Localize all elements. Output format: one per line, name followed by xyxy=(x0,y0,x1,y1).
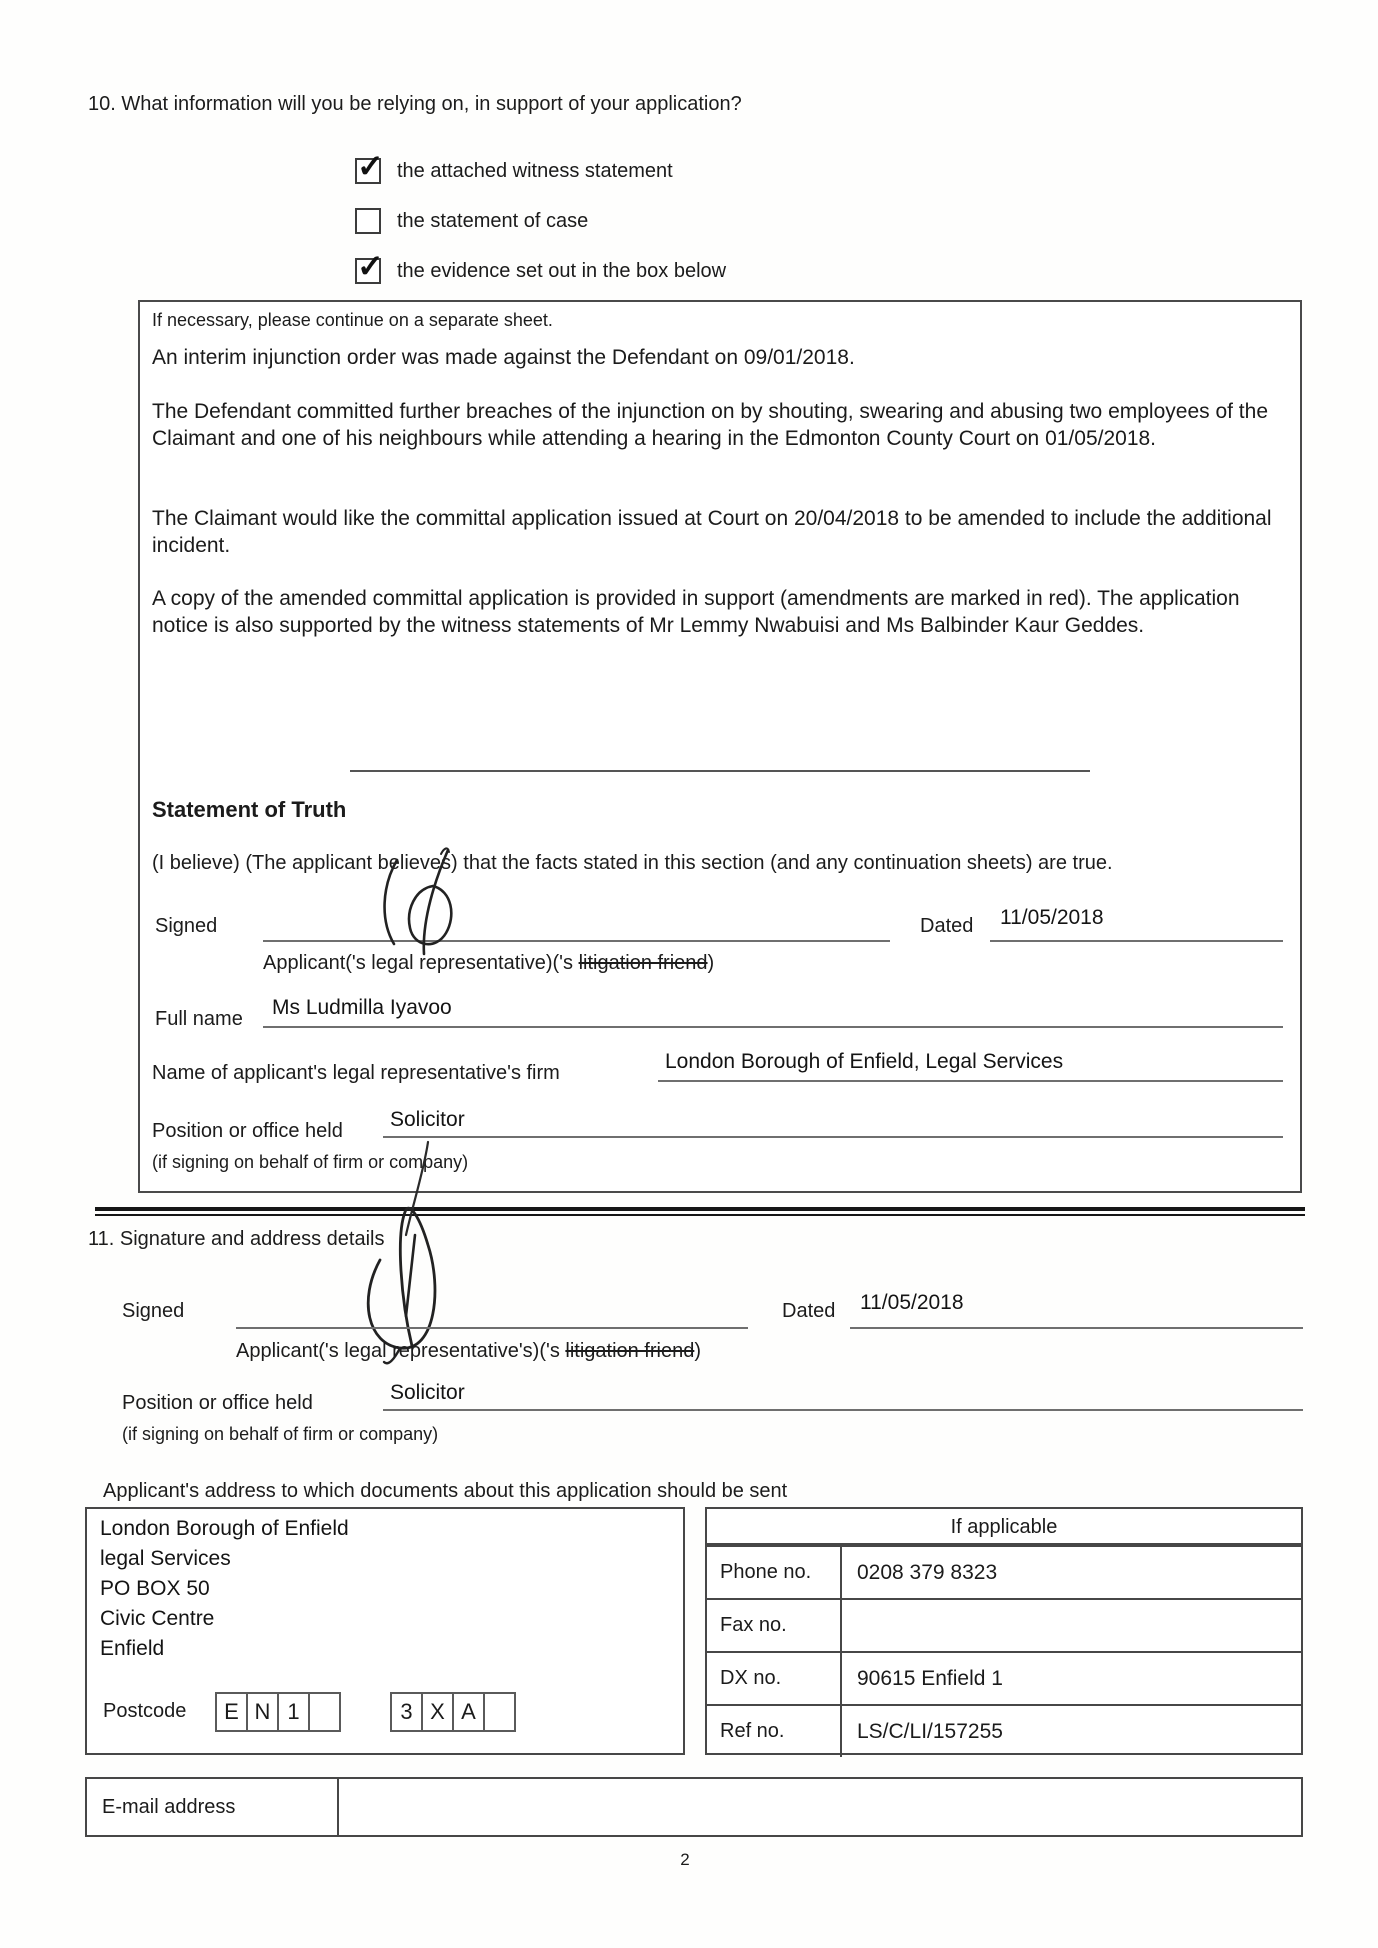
dated-field-line xyxy=(850,1327,1303,1329)
dated-value[interactable]: 11/05/2018 xyxy=(860,1291,964,1314)
dx-value[interactable]: 90615 Enfield 1 xyxy=(857,1667,1003,1690)
firm-value[interactable]: London Borough of Enfield, Legal Services xyxy=(665,1050,1064,1073)
postcode-cell[interactable]: E xyxy=(215,1692,248,1732)
position-note: (if signing on behalf of firm or company) xyxy=(152,1152,469,1172)
full-name-field-line xyxy=(263,1026,1283,1028)
statement-of-truth-heading: Statement of Truth xyxy=(152,797,347,822)
struck-litigation-friend: litigation friend xyxy=(565,1340,695,1362)
position-note: (if signing on behalf of firm or company) xyxy=(122,1424,439,1444)
struck-litigation-friend: litigation friend xyxy=(578,952,708,974)
address-line: Enfield xyxy=(100,1637,165,1660)
evidence-paragraph: The Claimant would like the committal application issued at Court on 20/04/2018 to be amended to include the additional incident. xyxy=(152,507,1272,557)
truth-declaration: (I believe) (The applicant believes) that the facts stated in this section (and any continuation sheets) are true. xyxy=(152,852,1113,874)
section-rule xyxy=(95,1207,1305,1216)
checkbox-witness-statement[interactable] xyxy=(355,148,384,184)
firm-label: Name of applicant's legal representative's firm xyxy=(152,1062,560,1084)
position-value[interactable]: Solicitor xyxy=(390,1381,465,1404)
dx-label: DX no. xyxy=(707,1653,842,1704)
address-line: PO BOX 50 xyxy=(100,1577,210,1600)
signer-caption: Applicant('s legal representative)('s litigation friend) xyxy=(263,952,715,974)
postcode-cell[interactable]: 3 xyxy=(390,1692,423,1732)
section11-title: 11. Signature and address details xyxy=(88,1228,385,1250)
postcode-label: Postcode xyxy=(103,1700,187,1722)
email-label: E-mail address xyxy=(87,1779,339,1835)
table-row xyxy=(707,1651,1301,1704)
table-row xyxy=(707,1545,1301,1598)
checkbox-witness-statement-label: the attached witness statement xyxy=(397,160,673,182)
signed-label: Signed xyxy=(122,1300,185,1322)
phone-value[interactable]: 0208 379 8323 xyxy=(857,1561,998,1584)
contact-details-table xyxy=(705,1507,1303,1755)
ref-value[interactable]: LS/C/LI/157255 xyxy=(857,1720,1003,1743)
position-label: Position or office held xyxy=(122,1392,313,1414)
dated-value[interactable]: 11/05/2018 xyxy=(1000,906,1104,929)
evidence-paragraph: The Defendant committed further breaches of the injunction on by shouting, swearing and abusing two employees of the Claimant and one of his neighbours while attending a hearing in the Edmonton County Court on 01/05/2018. xyxy=(152,400,1269,450)
full-name-label: Full name xyxy=(155,1008,243,1030)
fax-label: Fax no. xyxy=(707,1600,842,1651)
signed-field-line[interactable] xyxy=(236,1327,748,1329)
position-value[interactable]: Solicitor xyxy=(390,1108,465,1131)
postcode-cell[interactable] xyxy=(308,1692,341,1732)
evidence-continue-note: If necessary, please continue on a separate sheet. xyxy=(152,310,553,330)
address-line: legal Services xyxy=(100,1547,231,1570)
dated-label: Dated xyxy=(920,915,974,937)
page-number: 2 xyxy=(680,1850,690,1869)
dated-field-line xyxy=(990,940,1283,942)
dated-label: Dated xyxy=(782,1300,836,1322)
checkbox-evidence-below[interactable] xyxy=(355,248,384,284)
ref-label: Ref no. xyxy=(707,1706,842,1757)
email-address-box xyxy=(85,1777,1303,1837)
postcode-cell[interactable] xyxy=(483,1692,516,1732)
contact-table-header: If applicable xyxy=(707,1509,1301,1545)
table-row xyxy=(707,1704,1301,1757)
question10-title: 10. What information will you be relying on, in support of your application? xyxy=(88,93,742,115)
signer-caption: Applicant('s legal representative's)('s litigation friend) xyxy=(236,1340,702,1362)
checkbox-evidence-below-label: the evidence set out in the box below xyxy=(397,260,727,282)
section-divider-line xyxy=(350,770,1090,772)
evidence-paragraph: An interim injunction order was made against the Defendant on 09/01/2018. xyxy=(152,346,855,369)
position-field-line xyxy=(383,1136,1283,1138)
position-field-line xyxy=(383,1409,1303,1411)
check-icon: ✓ xyxy=(357,248,384,284)
signed-label: Signed xyxy=(155,915,218,937)
firm-field-line xyxy=(658,1080,1283,1082)
postcode-cells-inward xyxy=(390,1692,514,1732)
address-heading: Applicant's address to which documents about this application should be sent xyxy=(103,1480,788,1502)
evidence-paragraph: A copy of the amended committal application is provided in support (amendments are marked in red). The application notice is also supported by the witness statements of Mr Lemmy Nwabuisi and Ms Balbinder Kaur Geddes. xyxy=(152,587,1240,637)
postcode-cell[interactable]: N xyxy=(246,1692,279,1732)
postcode-cells-outward xyxy=(215,1692,339,1732)
position-label: Position or office held xyxy=(152,1120,343,1142)
signed-field-line[interactable] xyxy=(263,940,890,942)
table-row xyxy=(707,1598,1301,1651)
postcode-cell[interactable]: A xyxy=(452,1692,485,1732)
address-line: Civic Centre xyxy=(100,1607,215,1630)
checkbox-statement-of-case[interactable] xyxy=(355,208,381,234)
postcode-cell[interactable]: X xyxy=(421,1692,454,1732)
postcode-cell[interactable]: 1 xyxy=(277,1692,310,1732)
full-name-value[interactable]: Ms Ludmilla Iyavoo xyxy=(272,996,452,1019)
checkbox-statement-of-case-label: the statement of case xyxy=(397,210,589,232)
phone-label: Phone no. xyxy=(707,1547,842,1598)
address-line: London Borough of Enfield xyxy=(100,1517,349,1540)
check-icon: ✓ xyxy=(357,148,384,184)
